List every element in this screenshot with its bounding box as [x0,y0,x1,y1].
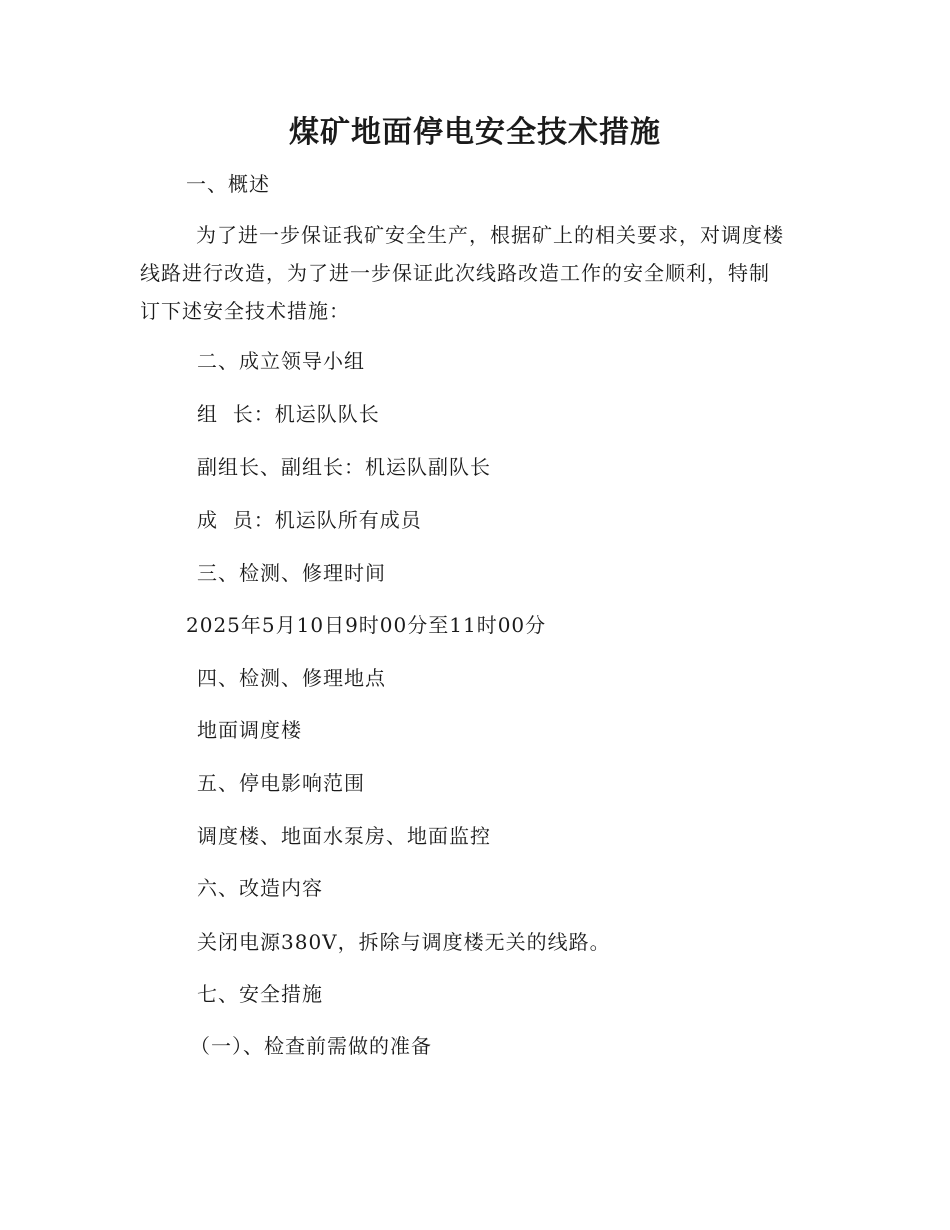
subsection-heading-preparation: （一）、检查前需做的准备 [190,1034,432,1058]
content-line: 关闭电源380V，拆除与调度楼无关的线路。 [197,930,611,954]
section-heading-location: 四、检测、修理地点 [197,666,386,690]
section-heading-time: 三、检测、修理时间 [197,561,386,585]
deputy-line: 副组长、副组长：机运队副队长 [197,455,491,479]
section-heading-leadership: 二、成立领导小组 [197,349,365,373]
section-heading-safety: 七、安全措施 [197,982,323,1006]
leader-line: 组 长：机运队队长 [197,402,380,426]
paragraph-line: 为了进一步保证我矿安全生产，根据矿上的相关要求，对调度楼 [196,223,784,247]
members-line: 成 员：机运队所有成员 [197,508,422,532]
section-heading-content: 六、改造内容 [197,876,323,900]
section-heading-overview: 一、概述 [186,172,270,196]
location-line: 地面调度楼 [197,718,302,742]
paragraph-line: 线路进行改造，为了进一步保证此次线路改造工作的安全顺利，特制 [140,261,770,285]
document-title: 煤矿地面停电安全技术措施 [289,115,661,150]
scope-line: 调度楼、地面水泵房、地面监控 [197,824,491,848]
section-heading-scope: 五、停电影响范围 [197,771,365,795]
overview-paragraph [140,216,805,330]
paragraph-line: 订下述安全技术措施： [140,299,350,323]
time-line: 2025年5月10日9时00分至11时00分 [186,613,547,637]
